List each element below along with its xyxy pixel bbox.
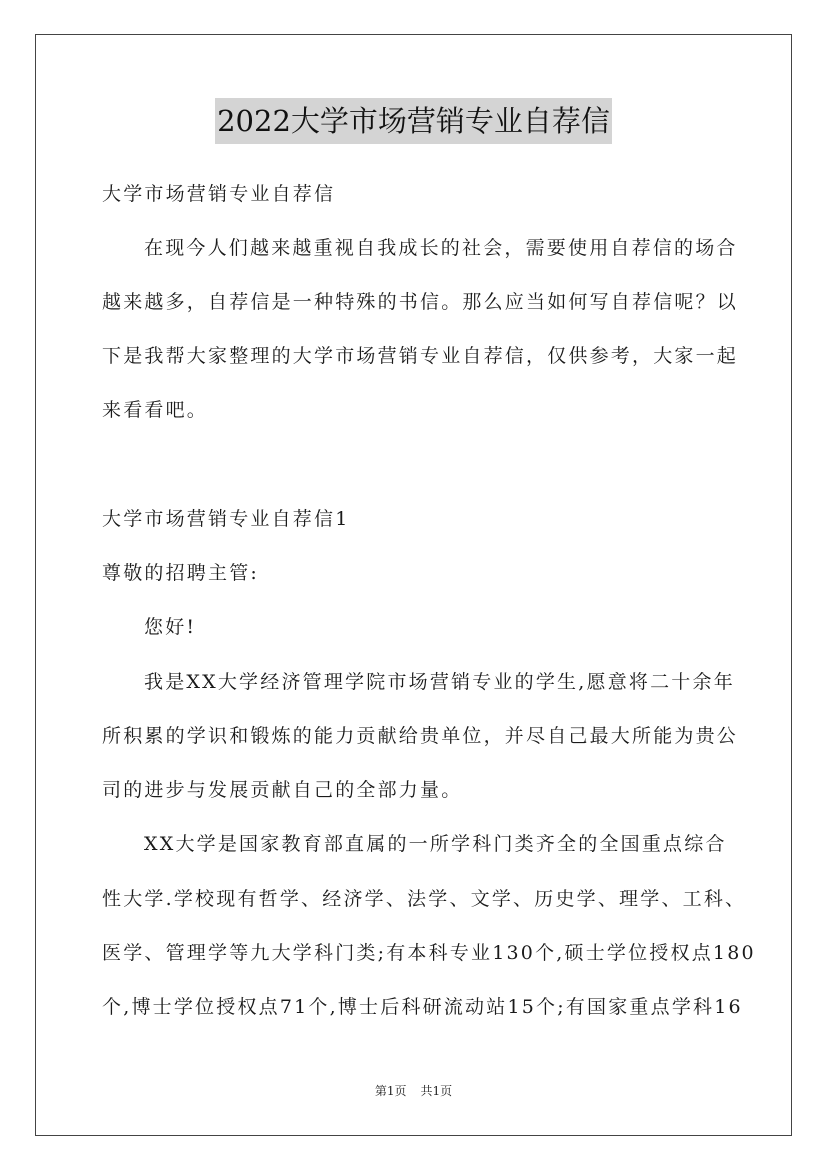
document-subtitle: 大学市场营销专业自荐信 — [102, 183, 336, 205]
section-heading: 大学市场营销专业自荐信1 — [102, 508, 350, 530]
paragraph-line: XX大学是国家教育部直属的一所学科门类齐全的全国重点综合 — [144, 833, 727, 855]
intro-line: 下是我帮大家整理的大学市场营销专业自荐信，仅供参考，大家一起 — [102, 345, 739, 367]
page-total: 共1页 — [420, 1084, 453, 1098]
paragraph-line: 个,博士学位授权点71个,博士后科研流动站15个;有国家重点学科16 — [102, 996, 743, 1018]
paragraph-line: 我是XX大学经济管理学院市场营销专业的学生,愿意将二十余年 — [144, 671, 735, 693]
title-container — [0, 98, 827, 144]
page-footer — [0, 1083, 827, 1099]
paragraph-line: 所积累的学识和锻炼的能力贡献给贵单位，并尽自己最大所能为贵公 — [102, 725, 739, 747]
greeting: 您好! — [144, 616, 197, 638]
intro-line: 越来越多，自荐信是一种特殊的书信。那么应当如何写自荐信呢？以 — [102, 291, 739, 313]
page-number: 第1页 — [374, 1084, 407, 1098]
paragraph-line: 性大学.学校现有哲学、经济学、法学、文学、历史学、理学、工科、 — [102, 888, 747, 910]
intro-line: 来看看吧。 — [102, 399, 209, 421]
document-title: 2022大学市场营销专业自荐信 — [215, 98, 612, 144]
salutation: 尊敬的招聘主管: — [102, 562, 260, 584]
paragraph-line: 司的进步与发展贡献自己的全部力量。 — [102, 779, 463, 801]
paragraph-line: 医学、管理学等九大学科门类;有本科专业130个,硕士学位授权点180 — [102, 942, 756, 964]
intro-line: 在现今人们越来越重视自我成长的社会，需要使用自荐信的场合 — [144, 237, 738, 259]
